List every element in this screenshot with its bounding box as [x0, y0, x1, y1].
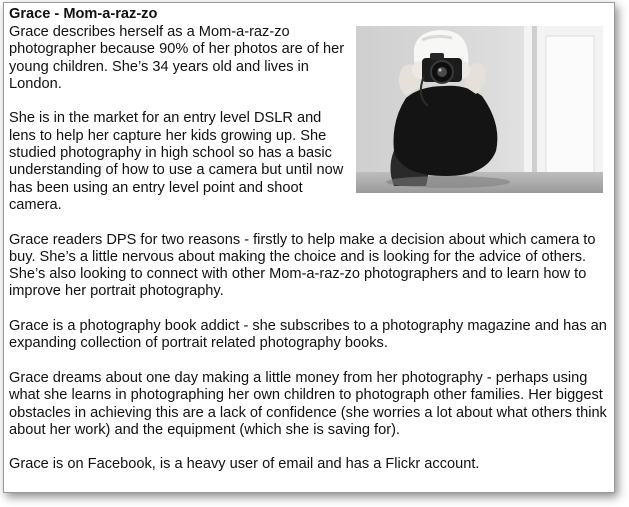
persona-card — [3, 2, 615, 493]
photo-camera-lens-glint — [438, 68, 441, 71]
persona-title: Grace - Mom-a-raz-zo — [9, 6, 158, 22]
persona-paragraph-dreams: Grace dreams about one day making a little money from her photography - perhaps using what she learns in photographing her own children to photograph other families. Her biggest obstacles in achieving this are a lack of confidence (she worries a lot about what others think about her work) and the equipment (which she is saving for). — [9, 369, 607, 438]
photo-floor-shadow — [386, 176, 510, 188]
photo-camera-top — [430, 53, 444, 60]
persona-paragraph-dslr: She is in the market for an entry level DSLR and lens to help her capture her kids growing up. She studied photography in high school so has a basic understanding of how to use a camera but until now has been using an entry level point and shoot camera. — [9, 110, 344, 213]
persona-paragraph-books: Grace is a photography book addict - she subscribes to a photography magazine and has an expanding collection of portrait related photography books. — [9, 318, 607, 352]
photo-door-frame — [532, 26, 537, 193]
photo-door-inner — [546, 36, 594, 176]
persona-paragraph-intro: Grace describes herself as a Mom-a-raz-zo photographer because 90% of her photos are of her young children. She’s 34 years old and lives in London. — [9, 24, 345, 92]
persona-paragraph-online: Grace is on Facebook, is a heavy user of email and has a Flickr account. — [9, 456, 480, 473]
photo-camera-lens-glass — [437, 67, 447, 77]
woman-with-camera-photo — [356, 26, 603, 193]
photo-dress — [394, 86, 498, 176]
persona-paragraph-dps: Grace readers DPS for two reasons - firstly to help make a decision about which camera to buy. She’s a little nervous about making the choice and is looking for the advice of others. She’s also looking to connect with other Mom-a-raz-zo photographers and to learn how to improve her portrait photography. — [9, 231, 596, 300]
